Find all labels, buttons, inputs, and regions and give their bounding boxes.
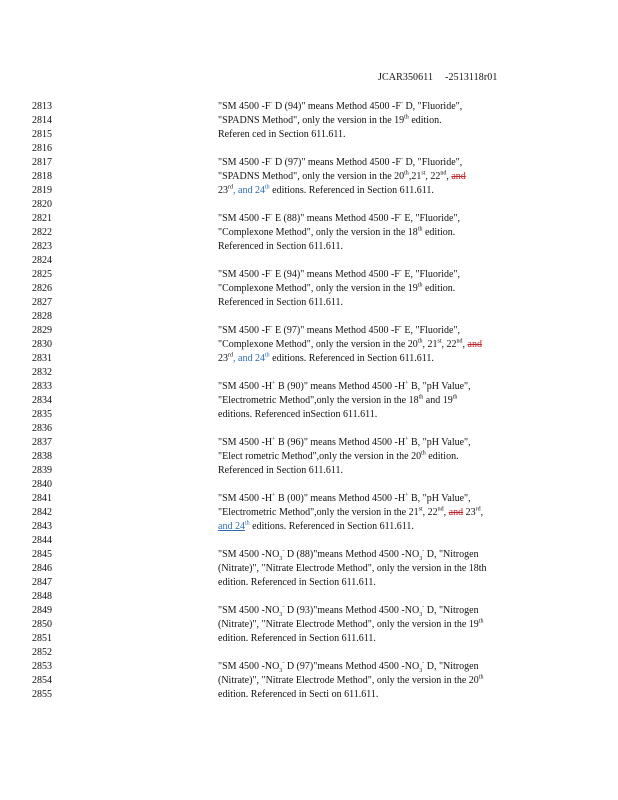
text-run: D, "Fluoride", bbox=[402, 101, 463, 112]
text-run: - bbox=[422, 604, 425, 611]
line-text bbox=[218, 604, 552, 618]
line-text bbox=[218, 660, 552, 674]
text-line bbox=[32, 562, 552, 576]
text-run: "SM 4500 -F bbox=[218, 269, 271, 280]
line-text bbox=[218, 212, 552, 226]
text-run: th bbox=[404, 114, 409, 121]
line-text bbox=[218, 380, 552, 394]
text-run: + bbox=[272, 492, 276, 499]
line-text bbox=[218, 296, 552, 310]
text-run: 23 bbox=[463, 507, 476, 518]
text-run: D, "Fluoride", bbox=[402, 157, 463, 168]
text-line bbox=[32, 688, 552, 702]
text-run: rd bbox=[475, 506, 481, 513]
text-run: D, "Nitrogen bbox=[424, 661, 479, 672]
line-number: 2845 bbox=[32, 549, 52, 560]
line-number: 2841 bbox=[32, 493, 52, 504]
text-run: - bbox=[400, 100, 403, 107]
line-text bbox=[218, 590, 552, 604]
text-run: and 19 bbox=[423, 395, 453, 406]
line-number: 2822 bbox=[32, 227, 52, 238]
text-run: E (94)" means Method 4500 -F bbox=[272, 269, 400, 280]
text-run: , bbox=[462, 339, 468, 350]
text-line bbox=[32, 590, 552, 604]
text-run: editions. Referenced in Section 611.611. bbox=[249, 521, 414, 532]
text-run: - bbox=[400, 156, 403, 163]
line-text bbox=[218, 156, 552, 170]
text-run: edition. bbox=[425, 451, 459, 462]
text-run: + bbox=[272, 380, 276, 387]
text-run: , 22 bbox=[425, 171, 441, 182]
line-number: 2828 bbox=[32, 311, 52, 322]
text-run: - bbox=[399, 212, 402, 219]
text-line bbox=[32, 492, 552, 506]
line-number: 2821 bbox=[32, 213, 52, 224]
line-number: 2850 bbox=[32, 619, 52, 630]
line-number: 2827 bbox=[32, 297, 52, 308]
line-text bbox=[218, 632, 552, 646]
text-run: E, "Fluoride", bbox=[401, 269, 461, 280]
line-number: 2830 bbox=[32, 339, 52, 350]
inserted-text: , and 24 bbox=[233, 185, 265, 196]
text-line bbox=[32, 366, 552, 380]
text-line bbox=[32, 436, 552, 450]
line-number: 2848 bbox=[32, 591, 52, 602]
inserted-text: , and 24 bbox=[233, 353, 265, 364]
text-run: D (97)"means Method 4500 -NO bbox=[284, 661, 420, 672]
line-number: 2843 bbox=[32, 521, 52, 532]
text-run: Referenced in Section 611.611. bbox=[218, 465, 344, 476]
line-text bbox=[218, 366, 552, 380]
line-text bbox=[218, 520, 552, 534]
text-line bbox=[32, 352, 552, 366]
line-number: 2851 bbox=[32, 633, 52, 644]
text-run: "SM 4500 -H bbox=[218, 381, 273, 392]
line-number: 2837 bbox=[32, 437, 52, 448]
text-run: B, "pH Value", bbox=[408, 437, 471, 448]
text-run: th bbox=[417, 338, 423, 345]
text-run: , 22 bbox=[441, 339, 457, 350]
text-run: 3 bbox=[419, 612, 423, 618]
text-run: rd bbox=[228, 352, 233, 359]
text-run: "SM 4500 -NO bbox=[218, 605, 280, 616]
text-run: - bbox=[270, 100, 273, 107]
text-run: (Nitrate)", "Nitrate Electrode Method", only the version in the 18th bbox=[218, 563, 487, 574]
text-run: th bbox=[478, 674, 484, 681]
text-line bbox=[32, 282, 552, 296]
text-run: edition. bbox=[422, 283, 456, 294]
line-text bbox=[218, 408, 552, 422]
text-run: - bbox=[282, 548, 285, 555]
text-line bbox=[32, 338, 552, 352]
line-text bbox=[218, 324, 552, 338]
line-text bbox=[218, 240, 552, 254]
text-line bbox=[32, 240, 552, 254]
text-run: , 22 bbox=[422, 507, 438, 518]
line-number: 2818 bbox=[32, 171, 52, 182]
line-text bbox=[218, 100, 552, 114]
line-text bbox=[218, 254, 552, 268]
text-run: B, "pH Value", bbox=[408, 381, 471, 392]
text-run: E, "Fluoride", bbox=[401, 213, 461, 224]
line-text bbox=[218, 282, 552, 296]
text-run: Referenced in Section 611.611. bbox=[218, 241, 344, 252]
line-number: 2838 bbox=[32, 451, 52, 462]
text-line bbox=[32, 380, 552, 394]
line-text bbox=[218, 338, 552, 352]
text-line bbox=[32, 156, 552, 170]
text-line bbox=[32, 632, 552, 646]
line-number: 2833 bbox=[32, 381, 52, 392]
text-run: , 21 bbox=[422, 339, 438, 350]
text-line bbox=[32, 324, 552, 338]
text-line bbox=[32, 534, 552, 548]
line-number: 2853 bbox=[32, 661, 52, 672]
text-run: edition. Referenced in Secti on 611.611. bbox=[218, 689, 379, 700]
text-run: - bbox=[422, 660, 425, 667]
text-run: editions. Referenced in Section 611.611. bbox=[269, 353, 434, 364]
text-run: - bbox=[399, 324, 402, 331]
revision-code: -2513118r01 bbox=[445, 72, 498, 83]
text-line bbox=[32, 674, 552, 688]
text-run: , bbox=[480, 507, 484, 518]
text-run: 23 bbox=[218, 185, 228, 196]
text-run: "Electrometric Method",only the version in the 21 bbox=[218, 507, 419, 518]
text-run: - bbox=[270, 268, 273, 275]
text-line bbox=[32, 520, 552, 534]
text-run: + bbox=[405, 380, 409, 387]
line-number: 2831 bbox=[32, 353, 52, 364]
line-text bbox=[218, 114, 552, 128]
deleted-text: and bbox=[448, 507, 464, 518]
line-number: 2823 bbox=[32, 241, 52, 252]
line-text bbox=[218, 226, 552, 240]
line-number: 2816 bbox=[32, 143, 52, 154]
text-line bbox=[32, 604, 552, 618]
text-run: nd bbox=[456, 338, 463, 345]
text-run: , bbox=[443, 507, 449, 518]
text-run: Referen ced in Section 611.611. bbox=[218, 129, 346, 140]
line-number: 2852 bbox=[32, 647, 52, 658]
text-run: "Elect rometric Method",only the version in the 20 bbox=[218, 451, 422, 462]
line-text bbox=[218, 352, 552, 366]
text-run: D, "Nitrogen bbox=[424, 605, 479, 616]
text-run: E (97)" means Method 4500 -F bbox=[272, 325, 400, 336]
text-run: + bbox=[272, 436, 276, 443]
text-line bbox=[32, 212, 552, 226]
text-run: editions. Referenced inSection 611.611. bbox=[218, 409, 378, 420]
line-number: 2834 bbox=[32, 395, 52, 406]
text-run: th bbox=[478, 618, 484, 625]
text-line bbox=[32, 184, 552, 198]
text-run: ,21 bbox=[408, 171, 422, 182]
text-run: "SM 4500 -F bbox=[218, 101, 271, 112]
text-line bbox=[32, 142, 552, 156]
text-run: st bbox=[437, 338, 442, 345]
line-text bbox=[218, 646, 552, 660]
text-run: rd bbox=[228, 184, 233, 191]
text-line bbox=[32, 618, 552, 632]
inserted-text: and 24 bbox=[218, 521, 245, 532]
text-run: edition. bbox=[422, 227, 456, 238]
text-run: E (88)" means Method 4500 -F bbox=[272, 213, 400, 224]
line-text bbox=[218, 464, 552, 478]
line-text bbox=[218, 674, 552, 688]
text-run: , bbox=[446, 171, 452, 182]
line-text bbox=[218, 562, 552, 576]
text-run: nd bbox=[440, 170, 447, 177]
line-number: 2826 bbox=[32, 283, 52, 294]
line-number: 2844 bbox=[32, 535, 52, 546]
text-run: - bbox=[422, 548, 425, 555]
text-run: D (94)" means Method 4500 -F bbox=[272, 101, 401, 112]
text-line bbox=[32, 198, 552, 212]
text-run: "Complexone Method", only the version in the 18 bbox=[218, 227, 418, 238]
text-line bbox=[32, 478, 552, 492]
line-number: 2846 bbox=[32, 563, 52, 574]
line-number: 2835 bbox=[32, 409, 52, 420]
deleted-text: and bbox=[467, 339, 482, 350]
line-number: 2855 bbox=[32, 689, 52, 700]
text-run: "Complexone Method", only the version in the 19 bbox=[218, 283, 418, 294]
text-run: Referenced in Section 611.611. bbox=[218, 297, 344, 308]
text-run: B, "pH Value", bbox=[408, 493, 471, 504]
text-run: 3 bbox=[419, 556, 423, 562]
text-run: D (93)"means Method 4500 -NO bbox=[284, 605, 420, 616]
text-line bbox=[32, 268, 552, 282]
text-run: nd bbox=[437, 506, 444, 513]
text-run: th bbox=[417, 226, 423, 233]
text-line bbox=[32, 576, 552, 590]
line-text bbox=[218, 170, 552, 184]
line-text bbox=[218, 422, 552, 436]
line-text bbox=[218, 268, 552, 282]
line-text bbox=[218, 184, 552, 198]
text-run: D, "Nitrogen bbox=[424, 549, 479, 560]
text-run: - bbox=[270, 212, 273, 219]
text-run: "SM 4500 -H bbox=[218, 437, 273, 448]
text-run: - bbox=[282, 604, 285, 611]
text-run: - bbox=[399, 268, 402, 275]
text-run: D (97)" means Method 4500 -F bbox=[272, 157, 401, 168]
text-run: th bbox=[452, 394, 458, 401]
line-number: 2847 bbox=[32, 577, 52, 588]
text-run: (Nitrate)", "Nitrate Electrode Method", only the version in the 20 bbox=[218, 675, 479, 686]
text-line bbox=[32, 226, 552, 240]
text-run: edition. Referenced in Section 611.611. bbox=[218, 577, 376, 588]
text-line bbox=[32, 464, 552, 478]
text-line bbox=[32, 100, 552, 114]
line-number: 2824 bbox=[32, 255, 52, 266]
text-line bbox=[32, 296, 552, 310]
text-run: st bbox=[421, 170, 426, 177]
text-line bbox=[32, 310, 552, 324]
line-text bbox=[218, 450, 552, 464]
line-text bbox=[218, 506, 552, 520]
text-run: "SM 4500 -F bbox=[218, 213, 271, 224]
deleted-text: and bbox=[451, 171, 466, 182]
text-run: editions. Referenced in Section 611.611. bbox=[269, 185, 434, 196]
text-run: th bbox=[404, 170, 409, 177]
text-run: B (00)" means Method 4500 -H bbox=[275, 493, 406, 504]
text-line bbox=[32, 548, 552, 562]
line-number: 2829 bbox=[32, 325, 52, 336]
text-run: edition. bbox=[408, 115, 442, 126]
text-line bbox=[32, 394, 552, 408]
text-run: + bbox=[405, 492, 409, 499]
line-number: 2825 bbox=[32, 269, 52, 280]
text-run: th bbox=[418, 394, 424, 401]
text-run: th bbox=[244, 520, 250, 527]
text-run: 3 bbox=[279, 612, 283, 618]
page-header bbox=[378, 72, 497, 83]
line-text bbox=[218, 142, 552, 156]
text-run: - bbox=[270, 156, 273, 163]
line-number: 2854 bbox=[32, 675, 52, 686]
line-text bbox=[218, 548, 552, 562]
text-run: "SPADNS Method", only the version in the 20 bbox=[218, 171, 405, 182]
text-line bbox=[32, 170, 552, 184]
line-number: 2836 bbox=[32, 423, 52, 434]
line-text bbox=[218, 478, 552, 492]
text-run: "SM 4500 -F bbox=[218, 157, 271, 168]
text-run: th bbox=[264, 184, 270, 191]
line-number: 2813 bbox=[32, 101, 52, 112]
text-run: st bbox=[418, 506, 423, 513]
text-run: (Nitrate)", "Nitrate Electrode Method", only the version in the 19 bbox=[218, 619, 479, 630]
text-run: 3 bbox=[279, 556, 283, 562]
text-run: - bbox=[270, 324, 273, 331]
text-run: B (90)" means Method 4500 -H bbox=[275, 381, 406, 392]
line-text bbox=[218, 394, 552, 408]
line-text bbox=[218, 492, 552, 506]
text-run: th bbox=[421, 450, 426, 457]
line-number: 2849 bbox=[32, 605, 52, 616]
text-line bbox=[32, 114, 552, 128]
text-line bbox=[32, 660, 552, 674]
numbered-text-body bbox=[32, 100, 552, 702]
text-line bbox=[32, 422, 552, 436]
text-run: th bbox=[417, 282, 423, 289]
text-run: "Electrometric Method",only the version in the 18 bbox=[218, 395, 419, 406]
text-run: "SM 4500 -F bbox=[218, 325, 271, 336]
line-text bbox=[218, 436, 552, 450]
text-run: "Complexone Method", only the version in the 20 bbox=[218, 339, 418, 350]
text-run: - bbox=[282, 660, 285, 667]
text-run: + bbox=[405, 436, 409, 443]
text-run: 3 bbox=[279, 668, 283, 674]
line-text bbox=[218, 618, 552, 632]
text-line bbox=[32, 128, 552, 142]
line-number: 2839 bbox=[32, 465, 52, 476]
text-run: 23 bbox=[218, 353, 228, 364]
line-number: 2832 bbox=[32, 367, 52, 378]
line-text bbox=[218, 310, 552, 324]
line-number: 2819 bbox=[32, 185, 52, 196]
line-number: 2820 bbox=[32, 199, 52, 210]
text-run: th bbox=[264, 352, 270, 359]
text-run: "SM 4500 -NO bbox=[218, 661, 280, 672]
document-id: JCAR350611 bbox=[378, 72, 434, 83]
text-run: edition. Referenced in Section 611.611. bbox=[218, 633, 376, 644]
text-line bbox=[32, 254, 552, 268]
line-text bbox=[218, 576, 552, 590]
text-run: 3 bbox=[419, 668, 423, 674]
line-text bbox=[218, 128, 552, 142]
line-text bbox=[218, 688, 552, 702]
line-number: 2842 bbox=[32, 507, 52, 518]
text-run: "SM 4500 -NO bbox=[218, 549, 280, 560]
text-run: "SM 4500 -H bbox=[218, 493, 273, 504]
text-run: D (88)"means Method 4500 -NO bbox=[284, 549, 420, 560]
text-line bbox=[32, 506, 552, 520]
text-line bbox=[32, 408, 552, 422]
line-text bbox=[218, 534, 552, 548]
text-run: E, "Fluoride", bbox=[401, 325, 461, 336]
line-number: 2814 bbox=[32, 115, 52, 126]
text-line bbox=[32, 646, 552, 660]
line-number: 2840 bbox=[32, 479, 52, 490]
text-run: "SPADNS Method", only the version in the 19 bbox=[218, 115, 405, 126]
text-run: B (96)" means Method 4500 -H bbox=[275, 437, 406, 448]
line-text bbox=[218, 198, 552, 212]
text-line bbox=[32, 450, 552, 464]
line-number: 2815 bbox=[32, 129, 52, 140]
line-number: 2817 bbox=[32, 157, 52, 168]
